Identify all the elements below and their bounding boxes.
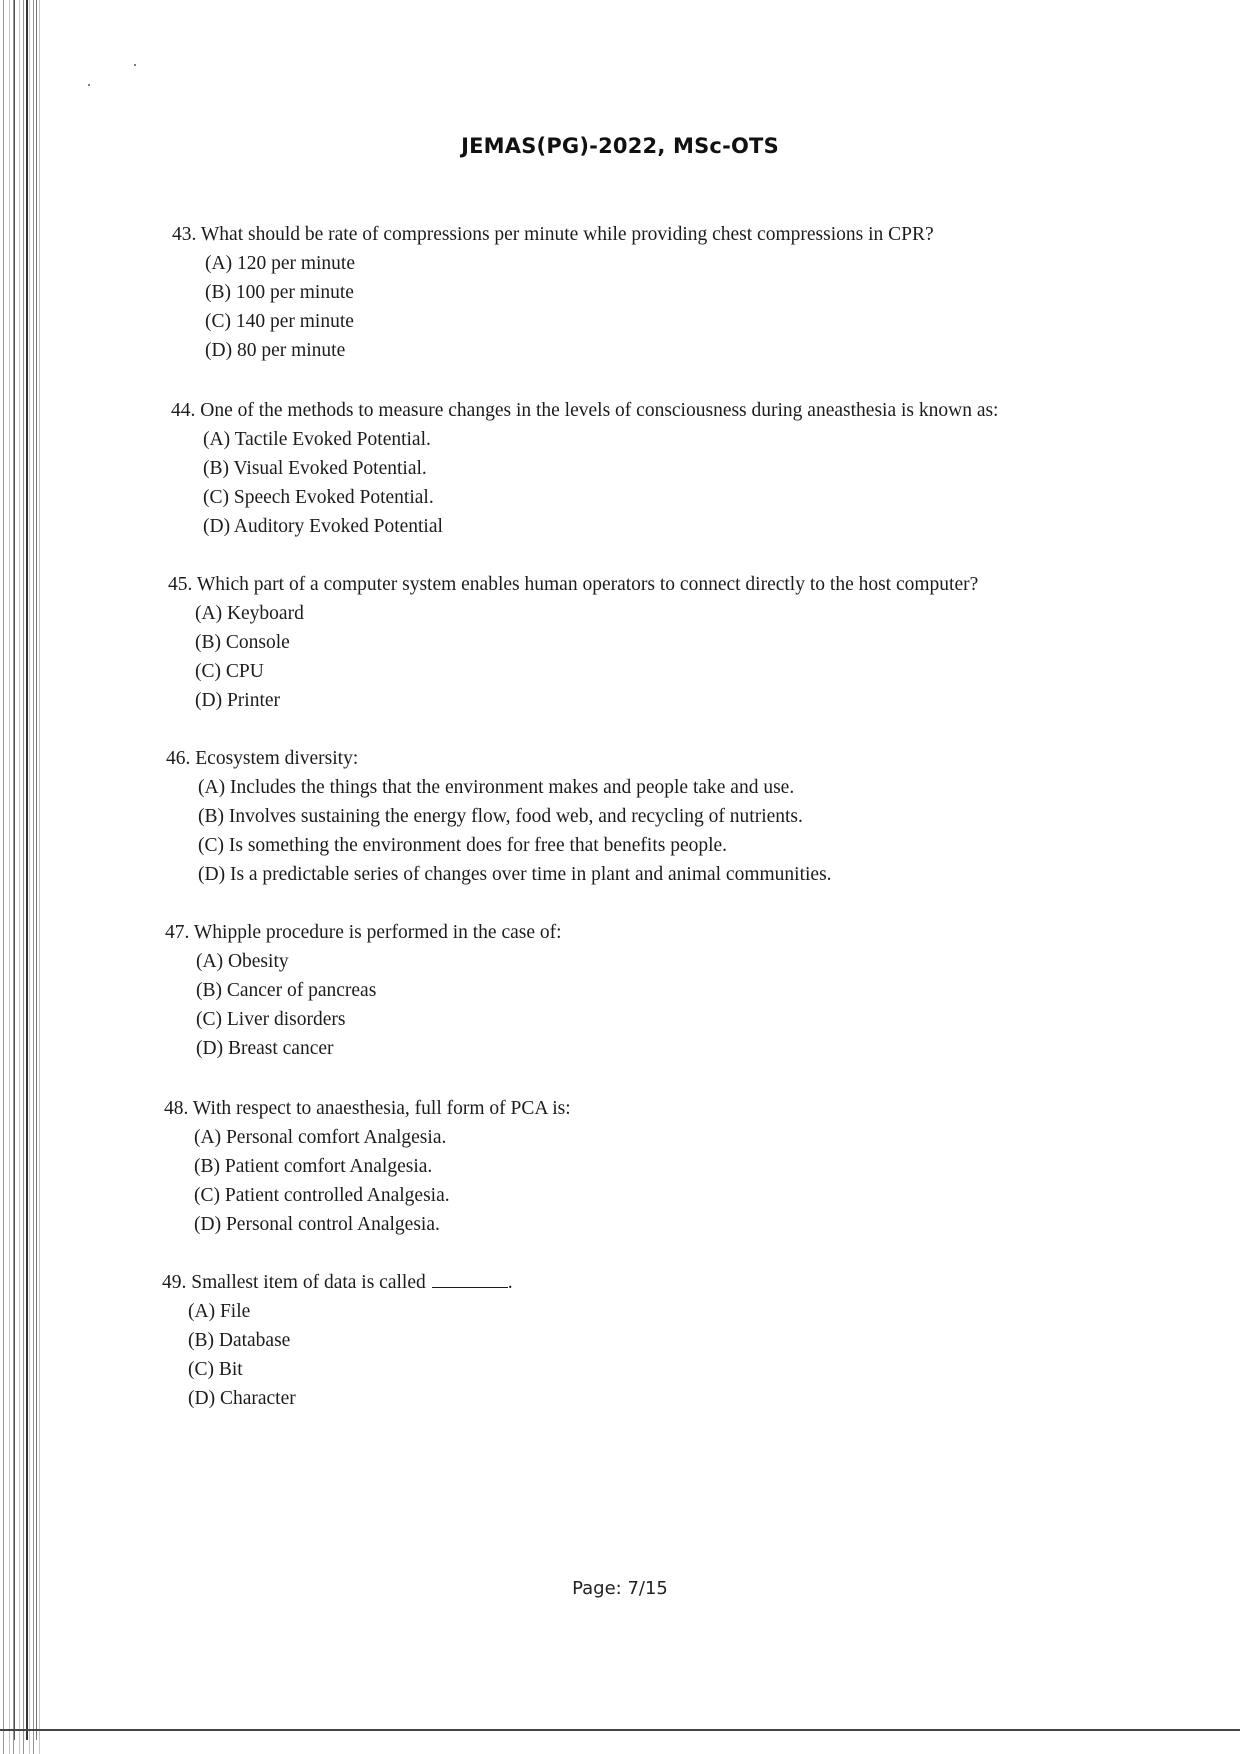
question-stem: 44. One of the methods to measure changes in the levels of consciousness during aneasthesia is known as: [171,400,999,421]
option-c: (C) CPU [195,661,264,682]
option-a: (A) Keyboard [195,603,304,624]
option-a: (A) Obesity [196,951,289,972]
option-c: (C) Patient controlled Analgesia. [194,1185,450,1206]
option-b: (B) Cancer of pancreas [196,980,377,1001]
question-stem-row [162,1268,513,1297]
question-48 [164,1094,571,1239]
option-list [195,599,978,715]
option-list [203,425,998,541]
option-list [196,947,562,1063]
option-d: (D) Personal control Analgesia. [194,1214,440,1235]
option-list [194,1123,571,1239]
question-43 [172,220,934,365]
answer-blank [432,1269,508,1288]
option-d: (D) 80 per minute [205,340,346,361]
question-stem: 47. Whipple procedure is performed in the case of: [165,922,562,943]
option-c: (C) Liver disorders [196,1009,346,1030]
option-list [188,1297,513,1413]
option-d: (D) Breast cancer [196,1038,334,1059]
scan-edge-line [14,0,15,1740]
option-a: (A) Personal comfort Analgesia. [194,1127,447,1148]
option-a: (A) 120 per minute [205,253,356,274]
option-b: (B) Database [188,1330,291,1351]
option-b: (B) 100 per minute [205,282,354,303]
page-title: JEMAS(PG)-2022, MSc-OTS [461,134,779,158]
question-44 [171,396,998,541]
option-d: (D) Character [188,1388,296,1409]
scan-speck [134,64,136,66]
option-b: (B) Involves sustaining the energy flow, food web, and recycling of nutrients. [198,806,803,827]
question-49 [162,1268,513,1413]
scan-edge-line [36,0,37,1740]
question-stem: 45. Which part of a computer system enables human operators to connect directly to the host computer? [168,574,979,595]
question-stem: 46. Ecosystem diversity: [166,748,359,769]
option-a: (A) Includes the things that the environment makes and people take and use. [198,777,795,798]
question-stem: 43. What should be rate of compressions per minute while providing chest compressions in CPR? [172,224,934,245]
question-46 [166,744,832,889]
option-c: (C) Bit [188,1359,243,1380]
page-number: Page: 7/15 [572,1578,668,1599]
question-45 [168,570,978,715]
option-d: (D) Printer [195,690,281,711]
option-c: (C) Speech Evoked Potential. [203,487,434,508]
question-stem-end: . [507,1272,513,1293]
question-stem: 48. With respect to anaesthesia, full form of PCA is: [164,1098,571,1119]
option-c: (C) 140 per minute [205,311,354,332]
question-47 [165,918,562,1063]
option-list [205,249,934,365]
option-a: (A) File [188,1301,251,1322]
option-d: (D) Is a predictable series of changes over time in plant and animal communities. [198,864,832,885]
scan-speck [88,84,90,86]
option-b: (B) Patient comfort Analgesia. [194,1156,433,1177]
question-stem: 49. Smallest item of data is called [162,1272,426,1293]
option-a: (A) Tactile Evoked Potential. [203,429,431,450]
option-b: (B) Console [195,632,290,653]
option-c: (C) Is something the environment does for free that benefits people. [198,835,728,856]
option-d: (D) Auditory Evoked Potential [203,516,443,537]
option-list [198,773,832,889]
option-b: (B) Visual Evoked Potential. [203,458,427,479]
scan-edge-line [26,0,28,1740]
scan-bottom-line [0,1729,1240,1731]
